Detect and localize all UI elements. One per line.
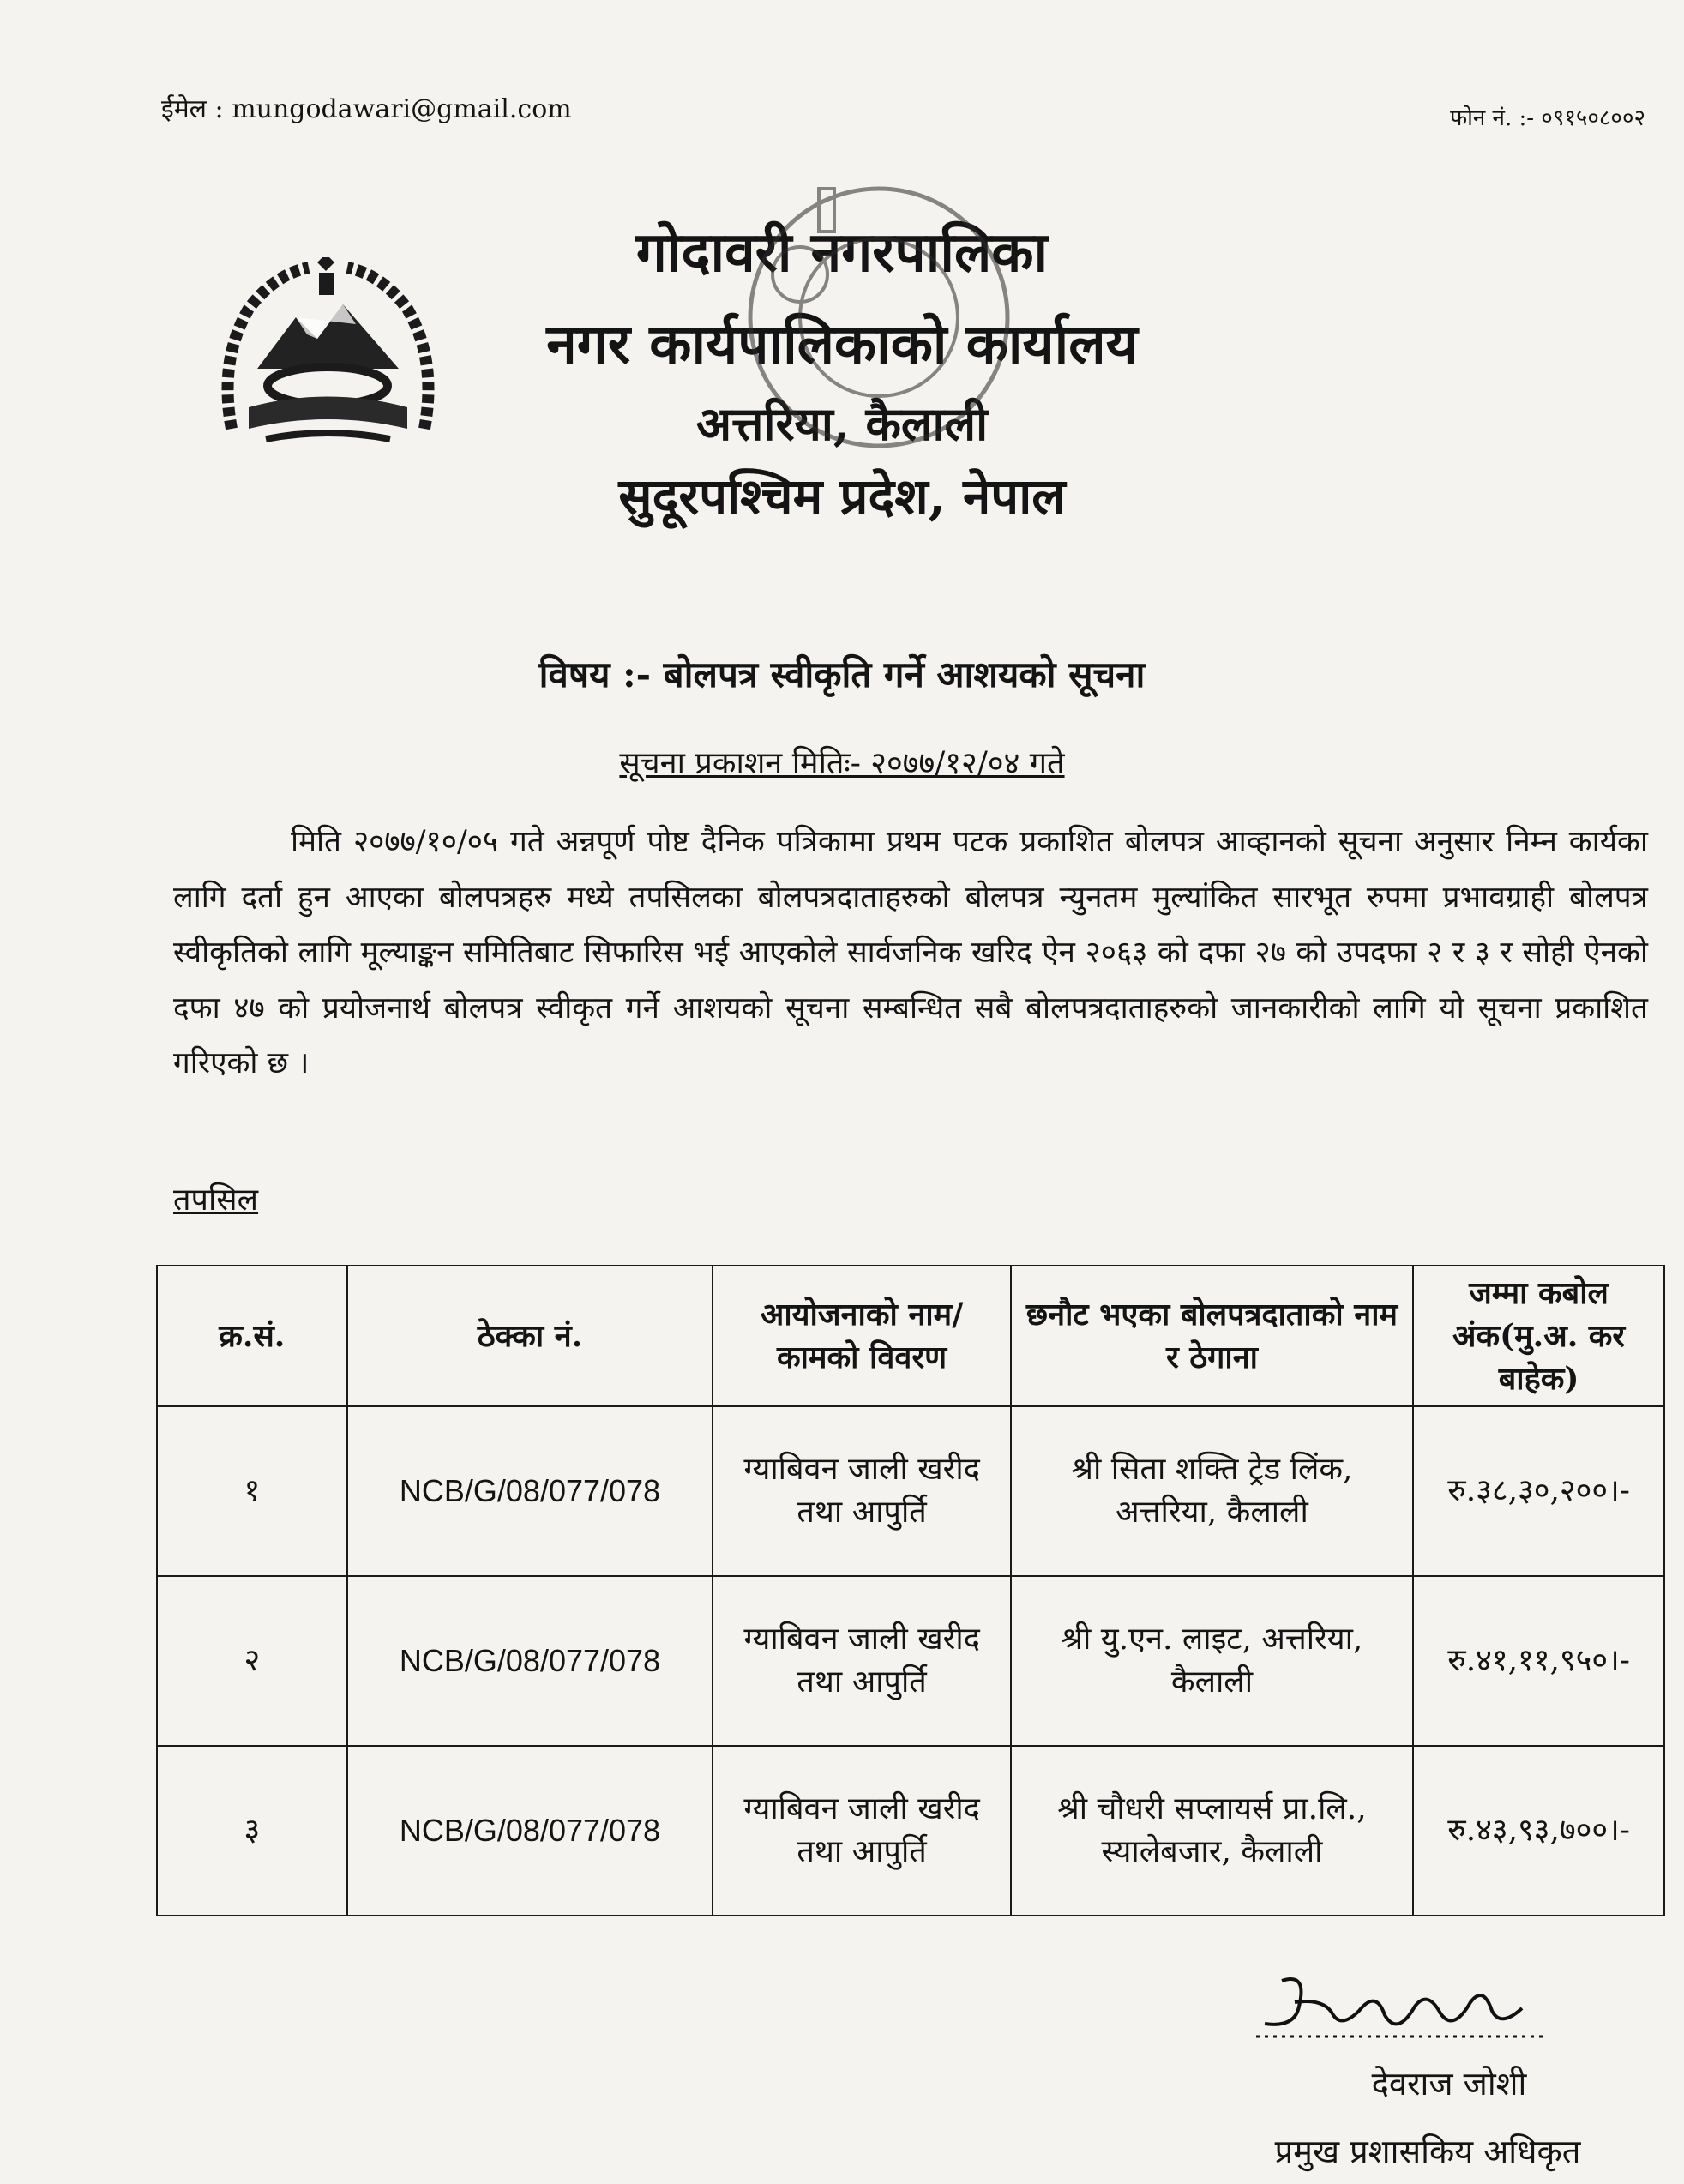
cell-amount: रु.३८,३०,२००।- [1413, 1406, 1664, 1576]
publish-date: सूचना प्रकाशन मितिः- २०७७/१२/०४ गते [619, 746, 1065, 781]
cell-contract-no: NCB/G/08/077/078 [347, 1746, 713, 1916]
notice-subject: विषय :- बोलपत्र स्वीकृति गर्ने आशयको सूचना [538, 653, 1146, 695]
header-contract-no: ठेक्का नं. [347, 1266, 713, 1406]
table-header-row [157, 1266, 1664, 1406]
cell-project: ग्याबिवन जाली खरीद तथा आपुर्ति [713, 1746, 1011, 1916]
office-address: अत्तरिया, कैलाली [695, 396, 989, 451]
cell-project: ग्याबिवन जाली खरीद तथा आपुर्ति [713, 1406, 1011, 1576]
cell-bidder: श्री चौधरी सप्लायर्स प्रा.लि., स्यालेबजार, कैलाली [1011, 1746, 1413, 1916]
office-unit: नगर कार्यपालिकाको कार्यालय [546, 312, 1138, 376]
signature-icon [1248, 1964, 1556, 2049]
phone-text: फोन नं. :- ०९१५०८००२ [1450, 105, 1645, 131]
table-row [157, 1576, 1664, 1746]
signatory-name: देवराज जोशी [1371, 2065, 1527, 2103]
cell-sn: ३ [157, 1746, 347, 1916]
header-bidder: छनौट भएका बोलपत्रदाताको नाम र ठेगाना [1011, 1266, 1413, 1406]
cell-project: ग्याबिवन जाली खरीद तथा आपुर्ति [713, 1576, 1011, 1746]
signatory-title: प्रमुख प्रशासकिय अधिकृत [1274, 2133, 1581, 2170]
cell-sn: १ [157, 1406, 347, 1576]
cell-bidder: श्री यु.एन. लाइट, अत्तरिया, कैलाली [1011, 1576, 1413, 1746]
office-province: सुदूरपश्चिम प्रदेश, नेपाल [618, 467, 1066, 526]
cell-contract-no: NCB/G/08/077/078 [347, 1406, 713, 1576]
header-sn: क्र.सं. [157, 1266, 347, 1406]
cell-amount: रु.४३,९३,७००।- [1413, 1746, 1664, 1916]
details-label: तपसिल [173, 1182, 259, 1218]
cell-contract-no: NCB/G/08/077/078 [347, 1576, 713, 1746]
table-row [157, 1406, 1664, 1576]
header-amount: जम्मा कबोल अंक(मु.अ. कर बाहेक) [1413, 1266, 1664, 1406]
cell-sn: २ [157, 1576, 347, 1746]
office-stamp-icon [733, 171, 1016, 480]
bid-table [156, 1265, 1665, 1916]
email-text: ईमेल : mungodawari@gmail.com [161, 94, 572, 124]
office-name: गोदावरी नगरपालिका [635, 220, 1049, 285]
cell-amount: रु.४१,११,९५०।- [1413, 1576, 1664, 1746]
notice-body: मिति २०७७/१०/०५ गते अन्नपूर्ण पोष्ट दैनिक पत्रिकामा प्रथम पटक प्रकाशित बोलपत्र आव्हानको सूचना अनुसार निम्न कार्यका लागि दर्ता हुन आएका बोलपत्रहरु मध्ये तपसिलका बोलपत्रदाताहरुको बोलपत्र न्युनतम मुल्यांकित सारभूत रुपमा प्रभावग्राही बोलपत्र स्वीकृतिको लागि मूल्याङ्कन समितिबाट सिफारिस भई आएकोले सार्वजनिक खरिद ऐन २०६३ को दफा २७ को उपदफा २ र ३ र सोही ऐनको दफा ४७ को प्रयोजनार्थ बोलपत्र स्वीकृत गर्ने आशयको सूचना सम्बन्धित सबै बोलपत्रदाताहरुको जानकारीको लागि यो सूचना प्रकाशित गरिएको छ । [173, 825, 1648, 1080]
cell-bidder: श्री सिता शक्ति ट्रेड लिंक, अत्तरिया, कैलाली [1011, 1406, 1413, 1576]
header-project: आयोजनाको नाम/कामको विवरण [713, 1266, 1011, 1406]
table-row [157, 1746, 1664, 1916]
